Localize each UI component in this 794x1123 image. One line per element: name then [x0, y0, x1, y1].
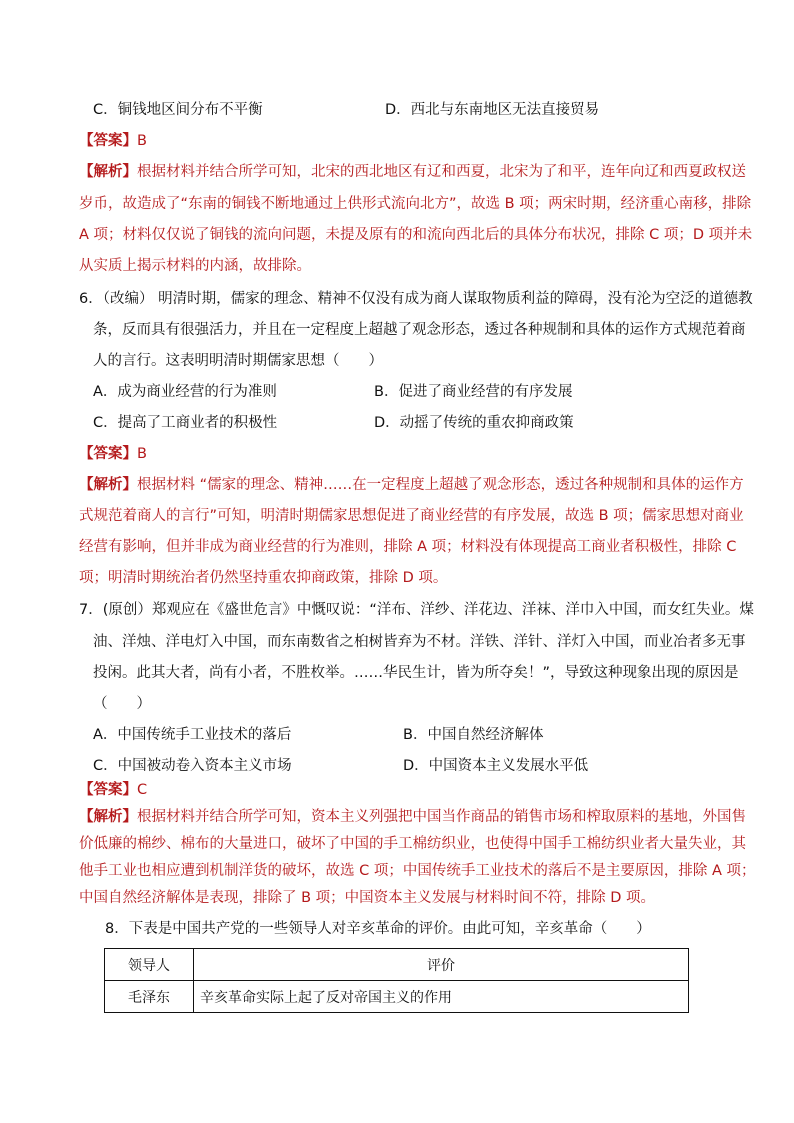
table-row: [105, 981, 689, 1013]
analysis-tag: 【解析】: [79, 164, 137, 180]
q5-answer: [79, 131, 147, 151]
q6-option-a: A．成为商业经营的行为准则: [93, 384, 277, 400]
q6-stem-line-1: 6．（改编） 明清时期，儒家的理念、精神不仅没有成为商人谋取物质利益的障碍，没有沦为空泛的道德教: [79, 291, 753, 307]
q7-option-a: A．中国传统手工业技术的落后: [93, 727, 292, 743]
q6-option-c: C．提高了工商业者的积极性: [93, 415, 278, 431]
q6-analysis-line-1: 【解析】根据材料 “儒家的理念、精神……在一定程度上超越了观念形态，透过各种规制和具体的运作方: [79, 477, 744, 493]
q5-option-c: C．铜钱地区间分布不平衡: [93, 102, 263, 118]
answer-value: C: [137, 782, 148, 798]
q8-evaluation-table: [104, 948, 689, 1013]
table-header-row: [105, 949, 689, 981]
q7-stem-line-4: （ ）: [93, 696, 151, 712]
analysis-tag: 【解析】: [79, 809, 137, 825]
table-header-evaluation: 评价: [194, 949, 689, 981]
q7-answer: [79, 780, 147, 800]
q6-analysis-line-4: 项；明清时期统治者仍然坚持重农抑商政策，排除 D 项。: [79, 570, 448, 586]
q6-option-b: B．促进了商业经营的有序发展: [374, 384, 573, 400]
q5-analysis-line-4: 从实质上揭示材料的内涵，故排除。: [79, 258, 311, 274]
answer-value: B: [137, 133, 147, 149]
q7-option-d: D．中国资本主义发展水平低: [403, 758, 589, 774]
q5-analysis-line-3: A 项；材料仅仅说了铜钱的流向问题，未提及原有的和流向西北后的具体分布状况，排除 C 项；D 项并未: [79, 227, 753, 243]
q7-analysis-line-4: 中国自然经济解体是表现，排除了 B 项；中国资本主义发展与材料时间不符，排除 D 项。: [79, 890, 656, 906]
answer-tag: 【答案】: [79, 782, 137, 798]
q7-analysis-line-3: 他手工业也相应遭到机制洋货的破坏，故选 C 项；中国传统手工业技术的落后不是主要原因，排除 A 项；: [79, 863, 756, 879]
answer-value: B: [137, 446, 147, 462]
q8-stem: 8．下表是中国共产党的一些领导人对辛亥革命的评价。由此可知，辛亥革命（ ）: [105, 921, 651, 937]
answer-tag: 【答案】: [79, 133, 137, 149]
q7-stem-line-3: 投闲。此其大者，尚有小者，不胜枚举。……华民生计，皆为所夺矣！”，导致这种现象出现的原因是: [93, 665, 739, 681]
q6-stem-line-3: 人的言行。这表明明清时期儒家思想（ ）: [93, 353, 383, 369]
analysis-tag: 【解析】: [79, 477, 137, 493]
q6-analysis-line-3: 经营有影响，但并非成为商业经营的行为准则，排除 A 项；材料没有体现提高工商业者积极性，排除 C: [79, 539, 737, 555]
q5-option-d: D．西北与东南地区无法直接贸易: [385, 102, 600, 118]
q6-option-d: D．动摇了传统的重农抑商政策: [374, 415, 574, 431]
table-cell-leader: 毛泽东: [105, 981, 194, 1013]
q7-stem-line-2: 油、洋烛、洋电灯入中国，而东南数省之桕树皆弃为不材。洋铁、洋针、洋灯入中国，而业冶者多无事: [93, 634, 746, 650]
q7-option-c: C．中国被动卷入资本主义市场: [93, 758, 292, 774]
table-header-leader: 领导人: [105, 949, 194, 981]
q7-analysis-line-2: 价低廉的棉纱、棉布的大量进口，破坏了中国的手工棉纺织业，也使得中国手工棉纺织业者大量失业，其: [79, 836, 746, 852]
q7-stem-line-1: 7．(原创）郑观应在《盛世危言》中慨叹说：“洋布、洋纱、洋花边、洋袜、洋巾入中国，而女红失业。煤: [79, 602, 754, 618]
q5-analysis-line-1: 【解析】根据材料并结合所学可知，北宋的西北地区有辽和西夏，北宋为了和平，连年向辽和西夏政权送: [79, 164, 746, 180]
q6-analysis-line-2: 式规范着商人的言行”可知，明清时期儒家思想促进了商业经营的有序发展，故选 B 项；儒家思想对商业: [79, 508, 744, 524]
q6-answer: [79, 444, 147, 464]
q6-stem-line-2: 条，反而具有很强活力，并且在一定程度上超越了观念形态，透过各种规制和具体的运作方式规范着商: [93, 322, 746, 338]
q7-analysis-line-1: 【解析】根据材料并结合所学可知，资本主义列强把中国当作商品的销售市场和榨取原料的基地，外国售: [79, 809, 746, 825]
answer-tag: 【答案】: [79, 446, 137, 462]
q5-analysis-line-2: 岁币，故造成了“东南的铜钱不断地通过上供形式流向北方”，故选 B 项；两宋时期，经济重心南移，排除: [79, 196, 752, 212]
q7-option-b: B．中国自然经济解体: [403, 727, 544, 743]
table-cell-evaluation: 辛亥革命实际上起了反对帝国主义的作用: [194, 981, 689, 1013]
